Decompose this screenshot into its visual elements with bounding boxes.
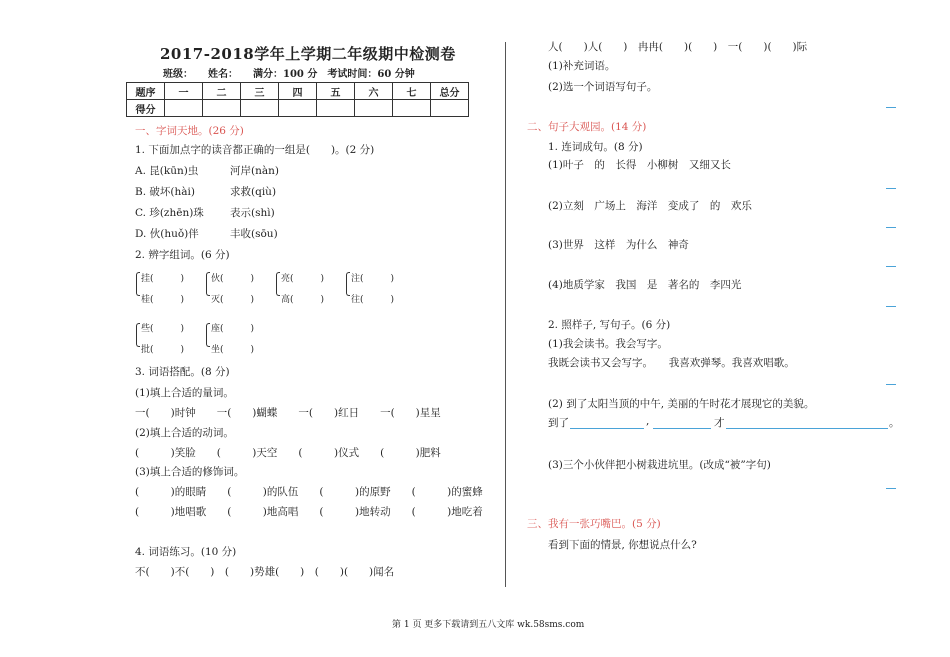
header-cell-5: 五 bbox=[317, 83, 355, 100]
pair-2-bottom[interactable]: 灭( ) bbox=[211, 295, 255, 305]
header-cell-6: 六 bbox=[355, 83, 393, 100]
question-3-3-line-2[interactable]: ( )地唱歌 ( )地高唱 ( )地转动 ( )地吃着 bbox=[135, 506, 483, 518]
answer-line-marker bbox=[886, 227, 896, 228]
sentence-item-4: (4)地质学家 我国 是 著名的 李四光 bbox=[548, 279, 742, 291]
pair-4-bottom[interactable]: 往( ) bbox=[351, 295, 395, 305]
question-2: 2. 辨字组词。(6 分) bbox=[135, 249, 230, 261]
exam-info: 班级： 姓名： 满分：100 分 考试时间：60 分钟 bbox=[163, 69, 415, 80]
score-cell[interactable] bbox=[165, 100, 203, 117]
option-b-1: B. 破坏(hài) bbox=[135, 186, 195, 198]
score-cell[interactable] bbox=[241, 100, 279, 117]
score-table bbox=[126, 82, 469, 117]
score-cell[interactable] bbox=[431, 100, 469, 117]
header-cell-8: 总分 bbox=[431, 83, 469, 100]
sentence-item-2: (2)立刻 广场上 海洋 变成了 的 欢乐 bbox=[548, 200, 752, 212]
score-cell[interactable] bbox=[203, 100, 241, 117]
fill-cai: 才 bbox=[714, 417, 725, 429]
question-3-3-line-1[interactable]: ( )的眼睛 ( )的队伍 ( )的原野 ( )的蜜蜂 bbox=[135, 486, 483, 498]
question-4: 4. 词语练习。(10 分) bbox=[135, 546, 237, 558]
brace bbox=[206, 272, 210, 296]
pair-2-top[interactable]: 伙( ) bbox=[211, 274, 255, 284]
header-cell-7: 七 bbox=[393, 83, 431, 100]
fill-prefix: 到了 bbox=[548, 417, 569, 429]
example-2: (2) 到了太阳当顶的中午, 美丽的午时花才展现它的美貌。 bbox=[548, 398, 815, 410]
example-3: (3)三个小伙伴把小树栽进坑里。(改成“被”字句) bbox=[548, 459, 771, 471]
fill-comma: , bbox=[646, 415, 650, 427]
brace bbox=[346, 272, 350, 296]
pair-3-top[interactable]: 亮( ) bbox=[281, 274, 325, 284]
answer-line-marker bbox=[886, 384, 896, 385]
header-cell-2: 二 bbox=[203, 83, 241, 100]
section-1-heading: 一、字词天地。(26 分) bbox=[135, 125, 244, 137]
question-3-3: (3)填上合适的修饰词。 bbox=[135, 466, 245, 478]
pair-6-top[interactable]: 座( ) bbox=[211, 324, 255, 334]
sentence-task-1: 1. 连词成句。(8 分) bbox=[548, 141, 643, 153]
answer-line-marker bbox=[886, 488, 896, 489]
idiom-fill-line[interactable]: 人( )人( ) 冉冉( )( ) 一( )( )际 bbox=[548, 41, 808, 53]
score-cell[interactable] bbox=[317, 100, 355, 117]
page-title: 2017-2018学年上学期二年级期中检测卷 bbox=[160, 45, 456, 63]
brace bbox=[206, 323, 210, 347]
brace bbox=[136, 272, 140, 296]
score-cell[interactable] bbox=[393, 100, 431, 117]
question-4-line[interactable]: 不( )不( ) ( )势雄( ) ( )( )闻名 bbox=[135, 566, 395, 578]
section-2-heading: 二、句子大观园。(14 分) bbox=[527, 121, 647, 133]
option-c-2: 表示(shì) bbox=[230, 207, 275, 219]
sentence-item-3: (3)世界 这样 为什么 神奇 bbox=[548, 239, 689, 251]
pair-6-bottom[interactable]: 坐( ) bbox=[211, 345, 255, 355]
answer-line-marker bbox=[886, 188, 896, 189]
pair-5-top[interactable]: 些( ) bbox=[141, 324, 185, 334]
fill-blank-1[interactable] bbox=[570, 428, 644, 429]
answer-line-marker bbox=[886, 107, 896, 108]
pair-1-bottom[interactable]: 桂( ) bbox=[141, 295, 185, 305]
option-b-2: 求救(qiù) bbox=[230, 186, 277, 198]
score-table-header-row bbox=[127, 83, 469, 100]
score-row-label: 得分 bbox=[127, 100, 165, 117]
example-1b: 我既会读书又会写字。 我喜欢弹琴。我喜欢唱歌。 bbox=[548, 357, 795, 369]
question-3-1-line[interactable]: 一( )时钟 一( )蝴蝶 一( )红日 一( )星星 bbox=[135, 407, 441, 419]
page-footer: 第 1 页 更多下载请到五八文库 wk.58sms.com bbox=[392, 620, 585, 630]
column-divider bbox=[505, 42, 506, 587]
fill-blank-2[interactable] bbox=[653, 428, 711, 429]
option-d-2: 丰收(sōu) bbox=[230, 228, 278, 240]
header-cell-3: 三 bbox=[241, 83, 279, 100]
option-d-1: D. 伙(huǒ)伴 bbox=[135, 228, 199, 240]
brace bbox=[276, 272, 280, 296]
option-a-1: A. 昆(kūn)虫 bbox=[135, 165, 199, 177]
score-cell[interactable] bbox=[279, 100, 317, 117]
header-cell-4: 四 bbox=[279, 83, 317, 100]
example-1: (1)我会读书。我会写字。 bbox=[548, 338, 668, 350]
pair-3-bottom[interactable]: 高( ) bbox=[281, 295, 325, 305]
pair-4-top[interactable]: 注( ) bbox=[351, 274, 395, 284]
sentence-task-2: 2. 照样子, 写句子。(6 分) bbox=[548, 319, 671, 331]
fill-blank-3[interactable] bbox=[726, 428, 888, 429]
question-3-1: (1)填上合适的量词。 bbox=[135, 387, 234, 399]
question-3-2-line[interactable]: ( )笑脸 ( )天空 ( )仪式 ( )肥料 bbox=[135, 447, 441, 459]
pair-5-bottom[interactable]: 批( ) bbox=[141, 345, 185, 355]
header-cell-1: 一 bbox=[165, 83, 203, 100]
brace bbox=[136, 323, 140, 347]
question-3: 3. 词语搭配。(8 分) bbox=[135, 366, 230, 378]
question-1: 1. 下面加点字的读音都正确的一组是( )。(2 分) bbox=[135, 144, 375, 156]
score-table-score-row bbox=[127, 100, 469, 117]
option-c-1: C. 珍(zhēn)珠 bbox=[135, 207, 204, 219]
score-cell[interactable] bbox=[355, 100, 393, 117]
task-2: (2)选一个词语写句子。 bbox=[548, 81, 658, 93]
pair-1-top[interactable]: 挂( ) bbox=[141, 274, 185, 284]
task-1: (1)补充词语。 bbox=[548, 60, 616, 72]
question-3-2: (2)填上合适的动词。 bbox=[135, 427, 234, 439]
section-3-question: 看到下面的情景, 你想说点什么? bbox=[548, 539, 697, 551]
header-cell-0: 题序 bbox=[127, 83, 165, 100]
sentence-item-1: (1)叶子 的 长得 小柳树 又细又长 bbox=[548, 159, 731, 171]
option-a-2: 河岸(nàn) bbox=[230, 165, 279, 177]
fill-period: 。 bbox=[889, 417, 900, 429]
answer-line-marker bbox=[886, 306, 896, 307]
answer-line-marker bbox=[886, 266, 896, 267]
section-3-heading: 三、我有一张巧嘴巴。(5 分) bbox=[527, 518, 661, 530]
